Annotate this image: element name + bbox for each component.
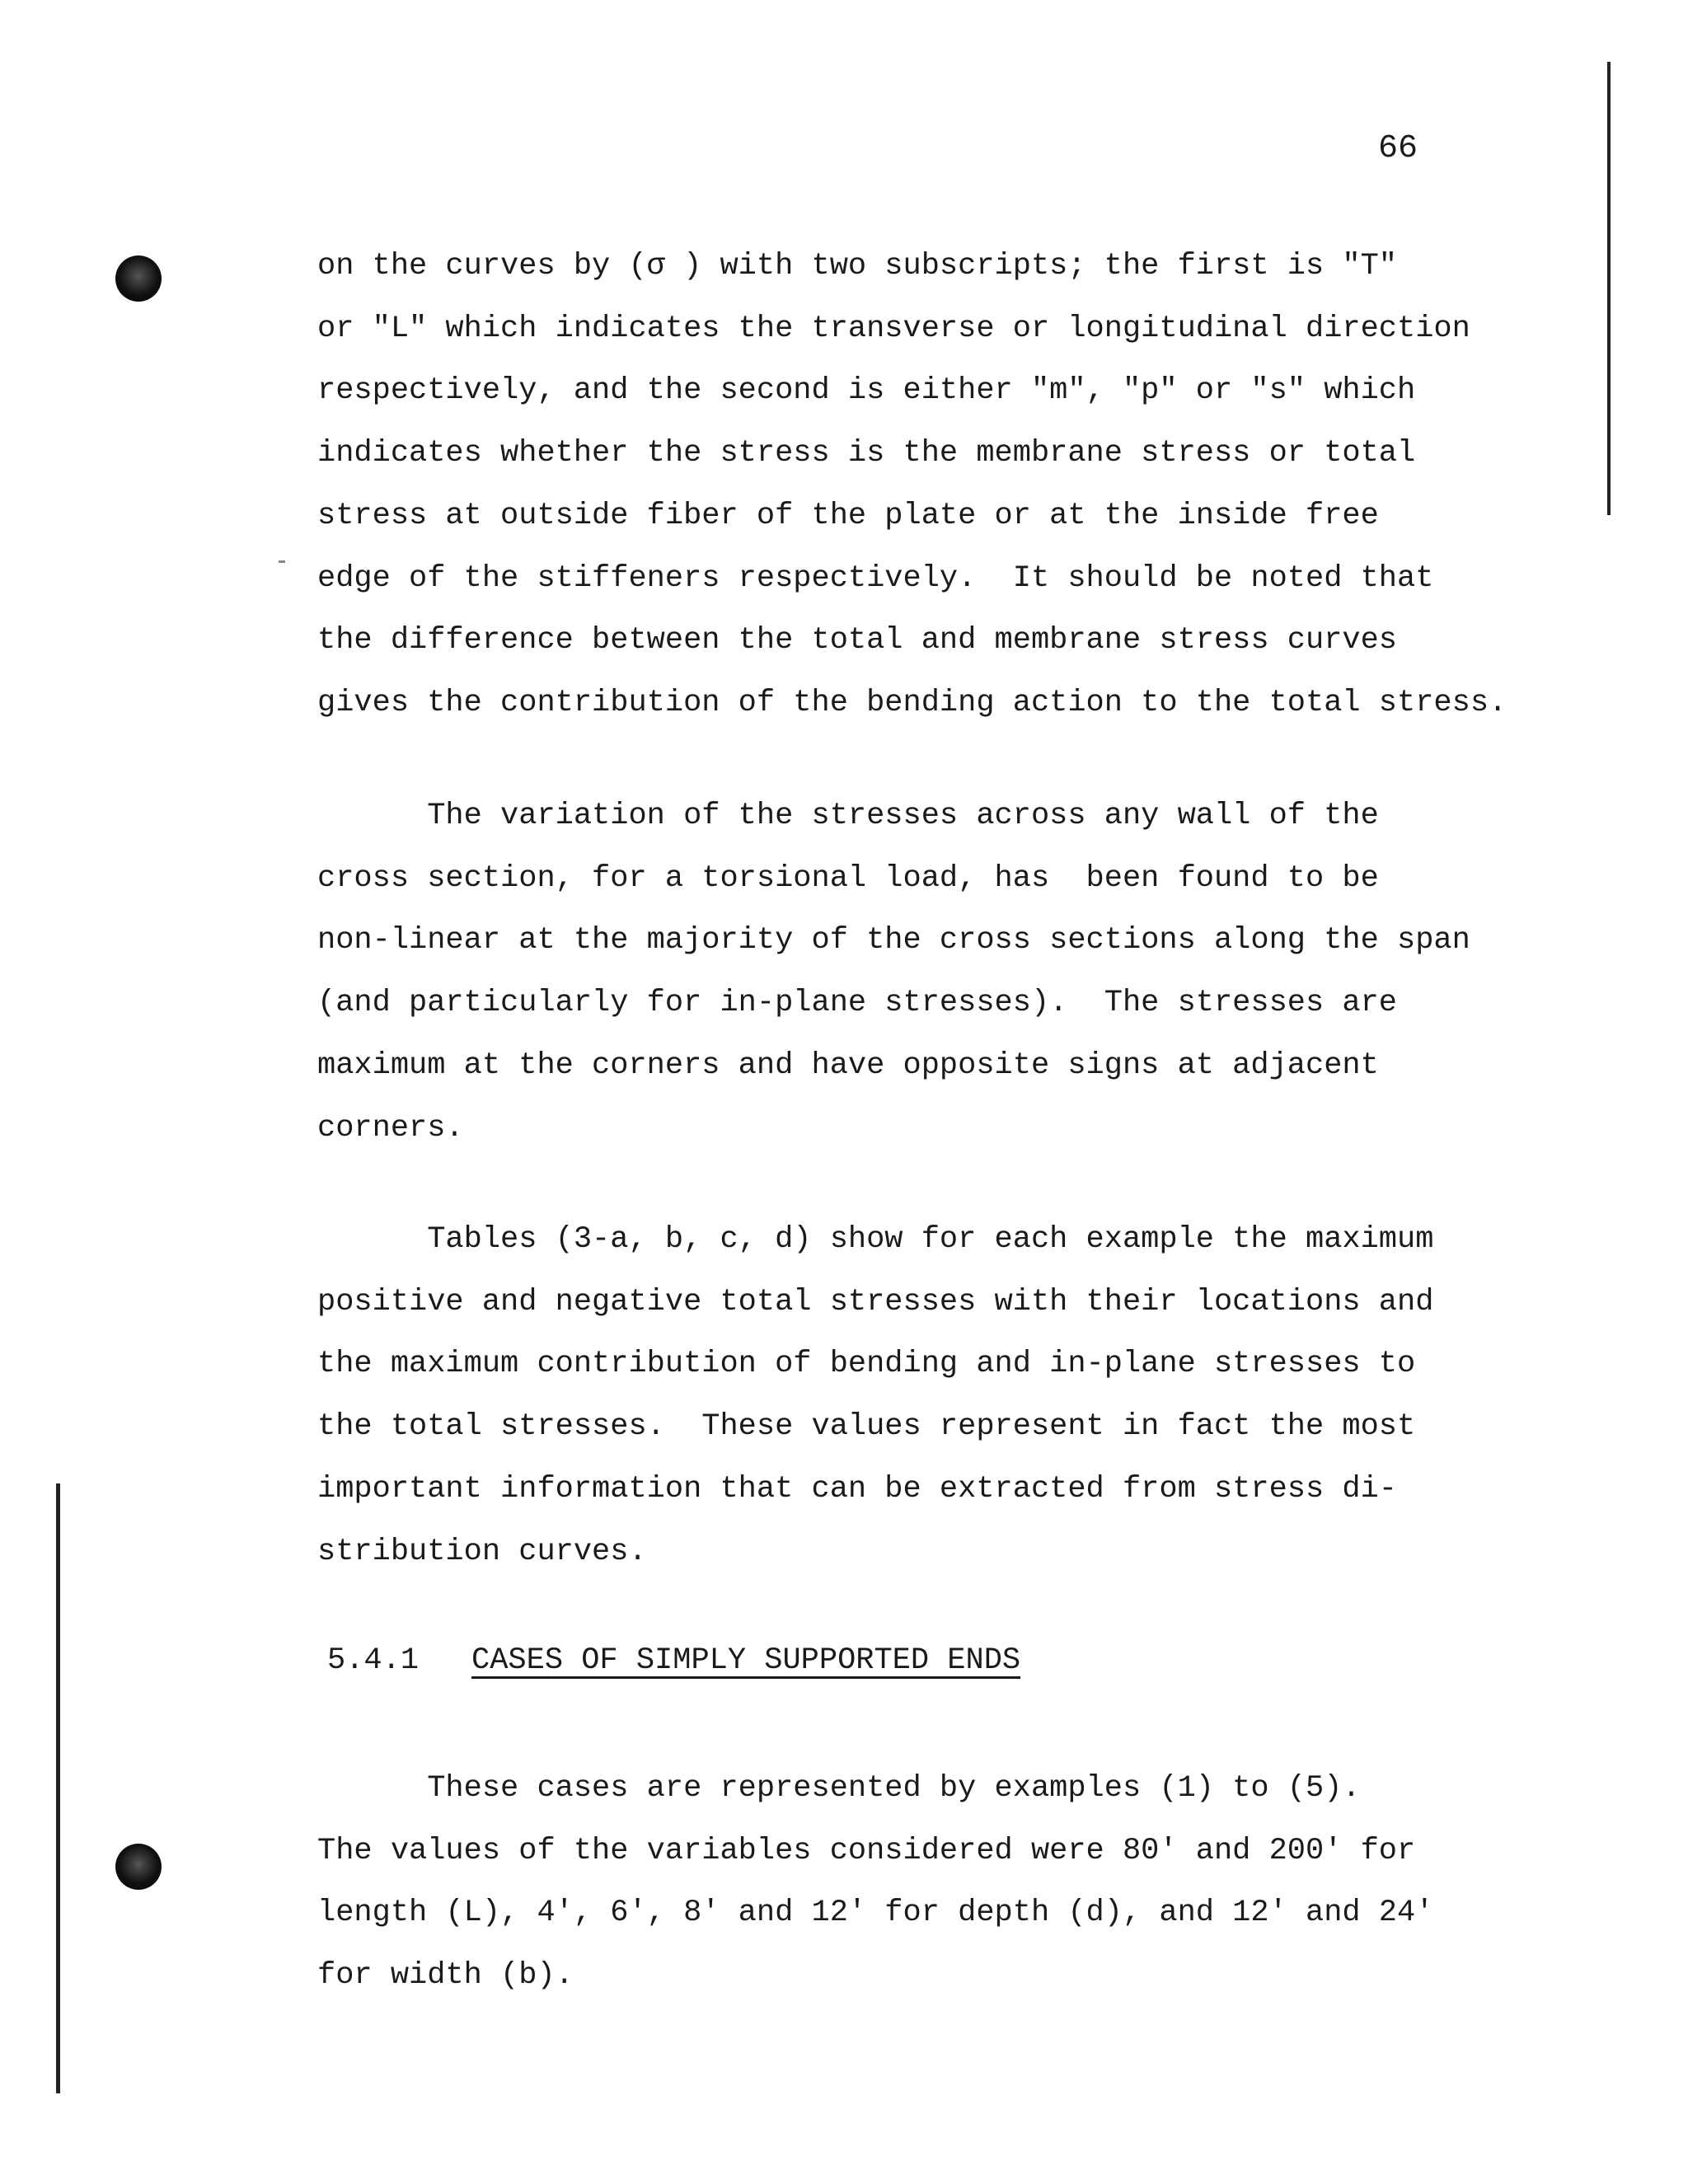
paragraph-simply-supported (317, 1758, 1512, 2008)
text-line: cross section, for a torsional load, has been found to be (317, 860, 1379, 896)
section-heading (327, 1636, 1020, 1685)
section-number: 5.4.1 (327, 1643, 420, 1678)
text-line: positive and negative total stresses with their locations and (317, 1284, 1434, 1319)
text-line: for width (b). (317, 1958, 574, 1994)
text-line: indicates whether the stress is the membrane stress or total (317, 436, 1416, 471)
text-line: maximum at the corners and have opposite signs at adjacent (317, 1047, 1379, 1083)
paragraph-stress-notation (317, 236, 1512, 735)
section-title: CASES OF SIMPLY SUPPORTED ENDS (471, 1643, 1021, 1678)
paragraph-stress-variation (317, 785, 1512, 1160)
text-line: corners. (317, 1110, 464, 1146)
text-line: the difference between the total and membrane stress curves (317, 623, 1398, 658)
scan-edge-right (1607, 62, 1611, 515)
text-line: stribution curves. (317, 1534, 647, 1569)
text-line: on the curves by (σ ) with two subscripts; the first is "T" (317, 249, 1398, 284)
text-line: stress at outside fiber of the plate or at the inside free (317, 498, 1379, 533)
text-line: the total stresses. These values represent in fact the most (317, 1409, 1416, 1445)
text-line: gives the contribution of the bending action to the total stress. (317, 685, 1507, 720)
scan-speck (279, 560, 285, 563)
text-line: length (L), 4', 6', 8' and 12' for depth (d), and 12' and 24' (317, 1896, 1434, 1931)
punch-hole-bottom (115, 1844, 162, 1890)
text-line: important information that can be extracted from stress di- (317, 1471, 1398, 1507)
text-line: These cases are represented by examples (1) to (5). (317, 1771, 1361, 1806)
text-line: The values of the variables considered were 80' and 200' for (317, 1833, 1416, 1868)
paragraph-tables (317, 1209, 1512, 1583)
text-line: the maximum contribution of bending and in-plane stresses to (317, 1347, 1416, 1382)
text-line: edge of the stiffeners respectively. It should be noted that (317, 560, 1434, 596)
text-line: non-linear at the majority of the cross sections along the span (317, 923, 1470, 958)
page-number: 66 (1378, 130, 1418, 167)
scan-edge-left (56, 1483, 60, 2093)
text-line: The variation of the stresses across any wall of the (317, 799, 1379, 833)
punch-hole-top (115, 255, 162, 302)
text-line: (and particularly for in-plane stresses). The stresses are (317, 986, 1398, 1021)
text-line: Tables (3-a, b, c, d) show for each example the maximum (317, 1222, 1434, 1257)
text-line: respectively, and the second is either "m", "p" or "s" which (317, 373, 1416, 409)
text-line: or "L" which indicates the transverse or longitudinal direction (317, 311, 1470, 346)
